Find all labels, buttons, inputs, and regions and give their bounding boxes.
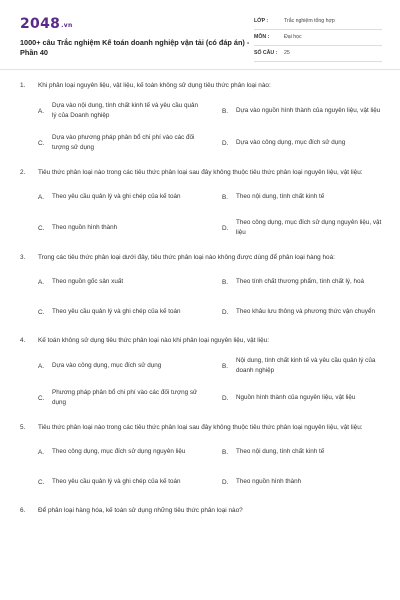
answer-option-a[interactable] bbox=[38, 443, 212, 461]
answer-option-a[interactable] bbox=[38, 101, 212, 121]
option-text: Dựa vào phương pháp phân bổ chi phí vào các đối tượng sử dụng bbox=[52, 134, 195, 151]
option-text: Theo nội dung, tính chất kinh tế bbox=[236, 193, 325, 200]
answer-option-c[interactable] bbox=[38, 133, 212, 153]
question-prompt: Khi phân loại nguyên liệu, vật liệu, kế toán không sử dụng tiêu thức phân loại nào: bbox=[38, 82, 271, 89]
answer-options bbox=[38, 273, 380, 321]
option-label: C. bbox=[38, 139, 45, 147]
document-meta bbox=[254, 14, 382, 62]
question-text bbox=[20, 252, 380, 263]
option-label: A. bbox=[38, 362, 45, 370]
header-divider bbox=[0, 69, 400, 70]
question-text bbox=[20, 505, 380, 516]
option-text: Theo nguồn hình thành bbox=[236, 478, 302, 485]
meta-class-key: LỚP : bbox=[254, 18, 269, 24]
option-label: A. bbox=[38, 448, 45, 456]
answer-option-c[interactable] bbox=[38, 218, 212, 238]
meta-class-row bbox=[254, 14, 382, 30]
question-1 bbox=[20, 80, 380, 153]
question-number: 3. bbox=[20, 254, 26, 261]
question-text bbox=[20, 167, 380, 178]
answer-option-a[interactable] bbox=[38, 273, 212, 291]
option-text: Phương pháp phân bổ chi phí vào các đối tượng sử dụng bbox=[52, 389, 198, 406]
question-3 bbox=[20, 252, 380, 321]
question-prompt: Tiêu thức phân loại nào trong các tiêu thức phân loại sau đây không thuộc tiêu thức phân loại nguyên liệu, vật liệu: bbox=[38, 424, 363, 431]
answer-options bbox=[38, 443, 380, 491]
question-number: 5. bbox=[20, 424, 26, 431]
meta-count-value: 25 bbox=[284, 50, 290, 56]
question-text bbox=[20, 80, 380, 91]
option-label: C. bbox=[38, 224, 45, 232]
option-label: A. bbox=[38, 278, 45, 286]
answer-option-d[interactable] bbox=[222, 388, 396, 408]
question-4 bbox=[20, 335, 380, 408]
option-label: A. bbox=[38, 107, 45, 115]
option-label: B. bbox=[222, 448, 229, 456]
question-number: 4. bbox=[20, 337, 26, 344]
option-text: Theo tính chất thương phẩm, tính chất lý, hoá bbox=[236, 278, 365, 285]
question-number: 6. bbox=[20, 507, 26, 514]
option-label: B. bbox=[222, 107, 229, 115]
answer-option-d[interactable] bbox=[222, 218, 396, 238]
question-prompt: Để phân loại hàng hóa, kế toán sử dụng những tiêu thức phân loại nào? bbox=[38, 507, 243, 514]
option-text: Nội dung, tính chất kinh tế và yêu cầu quản lý của doanh nghiệp bbox=[236, 357, 376, 374]
answer-option-b[interactable] bbox=[222, 101, 396, 121]
option-label: C. bbox=[38, 478, 45, 486]
option-label: A. bbox=[38, 193, 45, 201]
option-text: Dựa vào công dụng, mục đích sử dụng bbox=[52, 362, 162, 369]
meta-count-key: SỐ CÂU : bbox=[254, 50, 278, 56]
option-text: Theo khâu lưu thông và phương thức vận chuyển bbox=[236, 308, 375, 315]
question-list bbox=[20, 80, 380, 530]
option-text: Theo công dụng, mục đích sử dụng nguyên liệu, vật liệu bbox=[236, 219, 382, 236]
meta-class-value: Trắc nghiệm tổng hợp bbox=[284, 18, 335, 24]
option-label: B. bbox=[222, 278, 229, 286]
site-logo[interactable] bbox=[20, 16, 73, 32]
option-label: D. bbox=[222, 308, 229, 316]
answer-option-c[interactable] bbox=[38, 388, 212, 408]
answer-option-a[interactable] bbox=[38, 356, 212, 376]
question-text bbox=[20, 335, 380, 346]
question-2 bbox=[20, 167, 380, 238]
meta-count-row bbox=[254, 46, 382, 62]
option-text: Dựa vào công dụng, mục đích sử dụng bbox=[236, 139, 346, 146]
answer-options bbox=[38, 356, 380, 408]
option-text: Theo nguồn gốc sản xuất bbox=[52, 278, 124, 285]
answer-option-b[interactable] bbox=[222, 188, 396, 206]
option-text: Theo nguồn hình thành bbox=[52, 224, 118, 231]
meta-subject-value: Đại học bbox=[284, 34, 302, 40]
option-label: D. bbox=[222, 394, 229, 402]
question-6 bbox=[20, 505, 380, 516]
document-title: 1000+ câu Trắc nghiệm Kế toán doanh nghiệp vận tải (có đáp án) - Phần 40 bbox=[20, 38, 250, 57]
answer-option-b[interactable] bbox=[222, 273, 396, 291]
option-label: D. bbox=[222, 139, 229, 147]
logo-suffix: .vn bbox=[61, 22, 73, 29]
question-number: 2. bbox=[20, 169, 26, 176]
question-prompt: Tiêu thức phân loại nào trong các tiêu thức phân loại sau đây không thuộc tiêu thức phân loại nguyên liệu, vật liệu: bbox=[38, 169, 363, 176]
option-text: Theo yêu cầu quản lý và ghi chép của kế toán bbox=[52, 193, 181, 200]
option-text: Theo yêu cầu quản lý và ghi chép của kế toán bbox=[52, 478, 181, 485]
question-5 bbox=[20, 422, 380, 491]
answer-option-d[interactable] bbox=[222, 303, 396, 321]
answer-options bbox=[38, 101, 380, 153]
option-text: Theo công dụng, mục đích sử dụng nguyên liệu bbox=[52, 448, 186, 455]
option-label: D. bbox=[222, 478, 229, 486]
answer-option-d[interactable] bbox=[222, 133, 396, 153]
option-label: B. bbox=[222, 362, 229, 370]
option-label: D. bbox=[222, 224, 229, 232]
option-text: Nguồn hình thành của nguyên liệu, vật liệu bbox=[236, 394, 356, 401]
option-text: Dựa vào nguồn hình thành của nguyên liệu, vật liệu bbox=[236, 107, 381, 114]
answer-option-b[interactable] bbox=[222, 443, 396, 461]
question-number: 1. bbox=[20, 82, 26, 89]
meta-subject-key: MÔN : bbox=[254, 34, 270, 40]
option-label: C. bbox=[38, 394, 45, 402]
option-text: Dựa vào nội dung, tính chất kinh tế và yêu cầu quản lý của Doanh nghiệp bbox=[52, 102, 198, 119]
option-text: Theo nội dung, tính chất kinh tế bbox=[236, 448, 325, 455]
answer-option-a[interactable] bbox=[38, 188, 212, 206]
question-prompt: Kế toán không sử dụng tiêu thức phân loại nào khi phân loại nguyên liệu, vật liệu: bbox=[38, 337, 269, 344]
meta-subject-row bbox=[254, 30, 382, 46]
answer-options bbox=[38, 188, 380, 238]
answer-option-c[interactable] bbox=[38, 473, 212, 491]
answer-option-c[interactable] bbox=[38, 303, 212, 321]
logo-text: 2048 bbox=[20, 16, 61, 32]
question-text bbox=[20, 422, 380, 433]
option-text: Theo yêu cầu quản lý và ghi chép của kế toán bbox=[52, 308, 181, 315]
question-prompt: Trong các tiêu thức phân loại dưới đây, tiêu thức phân loại nào không được dùng để phân loại hàng hoá: bbox=[38, 254, 335, 261]
option-label: C. bbox=[38, 308, 45, 316]
answer-option-b[interactable] bbox=[222, 356, 396, 376]
option-label: B. bbox=[222, 193, 229, 201]
answer-option-d[interactable] bbox=[222, 473, 396, 491]
